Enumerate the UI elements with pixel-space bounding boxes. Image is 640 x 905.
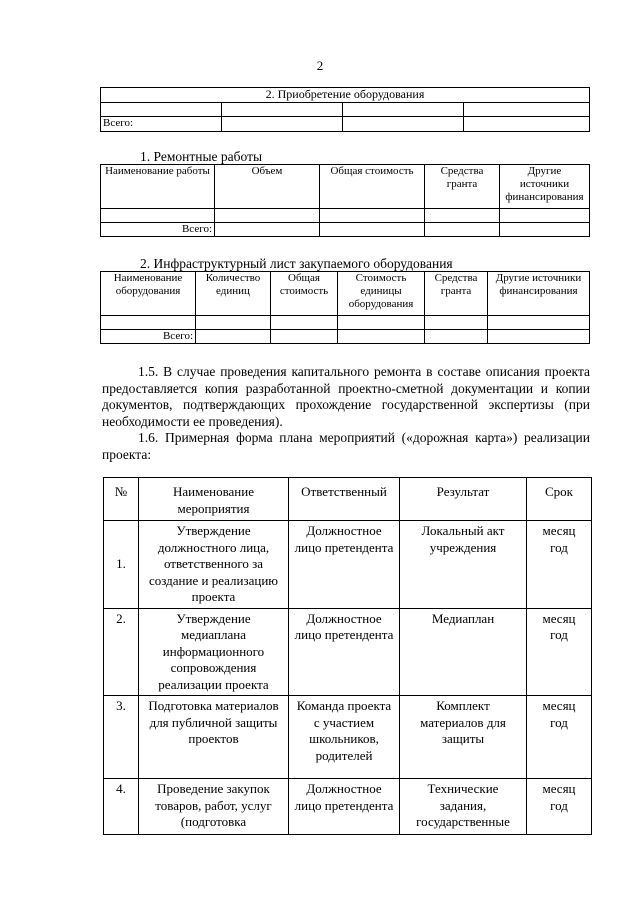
table-row	[104, 608, 592, 696]
roadmap-col-event: Наименование мероприятия	[139, 478, 289, 521]
row-responsible: Должностное лицо претендента	[289, 608, 400, 696]
repair-total-label: Всего:	[101, 223, 215, 237]
repair-col-total: Общая стоимость	[320, 165, 425, 209]
infra-col-name: Наименование оборудования	[101, 272, 196, 316]
row-term: месяц год	[527, 696, 592, 779]
repair-col-volume: Объем	[215, 165, 320, 209]
infra-total-label: Всего:	[101, 330, 196, 344]
infra-col-other: Другие источники финансирования	[488, 272, 590, 316]
row-event: Утверждение медиаплана информационного сопровождения реализации проекта	[139, 608, 289, 696]
row-event: Утверждение должностного лица, ответственного за создание и реализацию проекта	[139, 521, 289, 609]
infrastructure-table	[100, 271, 590, 344]
table-row	[104, 779, 592, 835]
row-number: 1.	[104, 521, 139, 609]
row-term: месяц год	[527, 608, 592, 696]
roadmap-col-result: Результат	[400, 478, 527, 521]
equipment-purchase-title: 2. Приобретение оборудования	[101, 88, 590, 103]
row-result: Комплект материалов для защиты	[400, 696, 527, 779]
row-event: Подготовка материалов для публичной защиты проектов	[139, 696, 289, 779]
row-responsible: Должностное лицо претендента	[289, 521, 400, 609]
infra-col-unit-cost: Стоимость единицы оборудования	[338, 272, 425, 316]
infra-col-grant: Средства гранта	[425, 272, 488, 316]
row-responsible: Команда проекта с участием школьников, родителей	[289, 696, 400, 779]
repair-works-heading: 1. Ремонтные работы	[140, 149, 263, 164]
row-result: Локальный акт учреждения	[400, 521, 527, 609]
row-term: месяц год	[527, 779, 592, 835]
table-row	[104, 521, 592, 609]
roadmap-col-num: №	[104, 478, 139, 521]
repair-col-grant: Средства гранта	[425, 165, 500, 209]
row-number: 2.	[104, 608, 139, 696]
roadmap-col-responsible: Ответственный	[289, 478, 400, 521]
row-number: 3.	[104, 696, 139, 779]
infrastructure-heading: 2. Инфраструктурный лист закупаемого оборудования	[140, 256, 453, 271]
row-responsible: Должностное лицо претендента	[289, 779, 400, 835]
repair-col-name: Наименование работы	[101, 165, 215, 209]
roadmap-table	[103, 477, 592, 835]
page-number: 2	[316, 58, 324, 73]
equipment-purchase-table	[100, 87, 590, 132]
infra-col-total: Общая стоимость	[271, 272, 338, 316]
table-row	[104, 696, 592, 779]
paragraph-1-5-text: 1.5. В случае проведения капитального ремонта в составе описания проекта предоставляется копия разработанной проектно-сметной документации и копии документов, подтверждающих прохождение государственной экспертизы (при необходимости ее проведения).	[102, 364, 590, 429]
roadmap-col-term: Срок	[527, 478, 592, 521]
infra-col-count: Количество единиц	[196, 272, 271, 316]
row-result: Медиаплан	[400, 608, 527, 696]
row-term: месяц год	[527, 521, 592, 609]
row-event: Проведение закупок товаров, работ, услуг (подготовка	[139, 779, 289, 835]
equipment-total-label: Всего:	[101, 117, 222, 132]
paragraph-1-5	[102, 364, 590, 430]
repair-works-table	[100, 164, 590, 237]
paragraph-1-6	[102, 430, 590, 463]
paragraph-1-6-text: 1.6. Примерная форма плана мероприятий («дорожная карта») реализации проекта:	[102, 430, 590, 462]
row-number: 4.	[104, 779, 139, 835]
repair-col-other: Другие источники финансирования	[500, 165, 590, 209]
row-result: Технические задания, государственные	[400, 779, 527, 835]
